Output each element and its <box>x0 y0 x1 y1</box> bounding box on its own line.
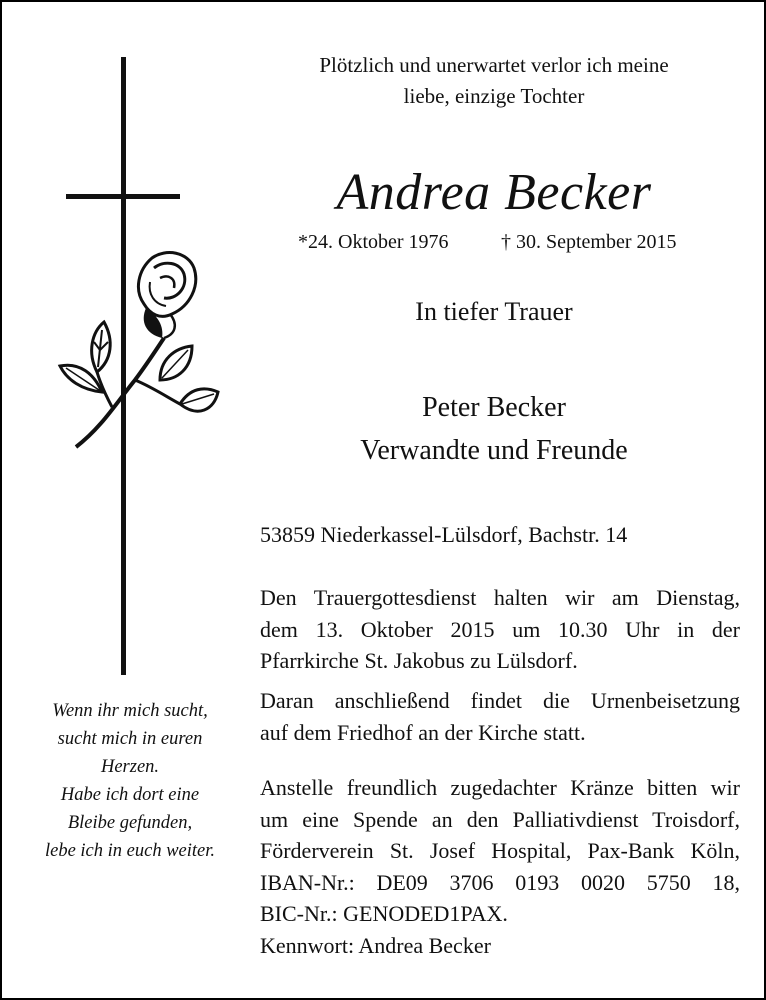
cross-with-rose-icon <box>42 42 242 682</box>
donation-line: um eine Spende an den Palliativdienst Troisdorf, <box>260 806 740 832</box>
family-address: 53859 Niederkassel-Lülsdorf, Bachstr. 14 <box>260 522 628 547</box>
donation-paragraph <box>260 772 740 961</box>
service-line: Pfarrkirche St. Jakobus zu Lülsdorf. <box>260 648 578 673</box>
burial-line: Daran anschließend findet die Urnenbeisetzung <box>260 688 740 713</box>
memorial-quote <box>24 697 236 865</box>
mourners-list <box>260 386 728 472</box>
donation-line: IBAN-Nr.: DE09 3706 0193 0020 5750 18, <box>260 869 740 895</box>
service-line: dem 13. Oktober 2015 um 10.30 Uhr in der <box>260 616 740 642</box>
death-date: † 30. September 2015 <box>501 231 677 253</box>
mourner: Peter Becker <box>422 392 566 423</box>
mourner: Verwandte und Freunde <box>360 435 628 466</box>
quote-line: Herzen. <box>100 757 160 777</box>
quote-line: sucht mich in euren <box>57 729 203 749</box>
quote-line: Bleibe gefunden, <box>67 813 193 833</box>
burial-paragraph <box>260 685 740 748</box>
quote-line: Wenn ihr mich sucht, <box>52 701 208 721</box>
donation-line: Anstelle freundlich zugedachter Kränze bitten wir <box>260 775 740 800</box>
service-line: Den Trauergottesdienst halten wir am Dienstag, <box>260 585 740 610</box>
donation-line: Förderverein St. Josef Hospital, Pax-Bank Köln, <box>260 838 740 863</box>
donation-line: Kennwort: Andrea Becker <box>260 932 491 958</box>
deceased-name: Andrea Becker <box>336 164 652 221</box>
intro-text <box>260 50 728 112</box>
quote-line: lebe ich in euch weiter. <box>44 841 216 861</box>
intro-line: liebe, einzige Tochter <box>403 84 585 108</box>
burial-line: auf dem Friedhof an der Kirche statt. <box>260 719 586 745</box>
service-paragraph <box>260 582 740 677</box>
mourning-heading: In tiefer Trauer <box>415 297 573 326</box>
birth-date: *24. Oktober 1976 <box>298 231 449 253</box>
donation-line: BIC-Nr.: GENODED1PAX. <box>260 901 508 926</box>
quote-line: Habe ich dort eine <box>60 785 200 805</box>
intro-line: Plötzlich und unerwartet verlor ich meine <box>319 53 669 77</box>
